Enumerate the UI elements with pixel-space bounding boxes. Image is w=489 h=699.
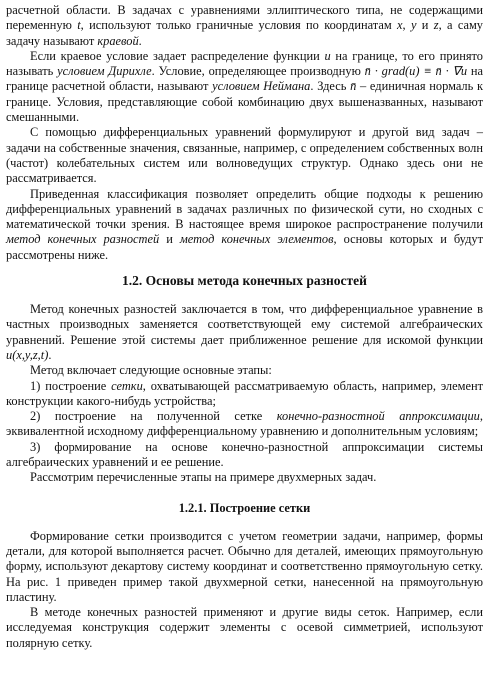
paragraph-intro xyxy=(6,3,483,49)
section-heading-1-2: 1.2. Основы метода конечных разностей xyxy=(122,273,367,289)
spacer xyxy=(6,263,483,272)
list-item-step-3: 3) формирование на основе конечно-разностной аппроксимации системы алгебраических уравнений и ее решение. xyxy=(6,439,483,470)
paragraph-eigenvalue: С помощью дифференциальных уравнений формулируют и другой вид задач – задачи на собственные значения, связанные, например, с определением собственных волн (частот) колебательных систем или волноведущих структур. Однако здесь они не рассматривается. xyxy=(6,125,483,186)
term-boundary-problem: краевой xyxy=(97,33,139,48)
variable-z: z xyxy=(433,18,439,33)
text: на границе расчетной области, называют xyxy=(6,64,483,94)
text: , основы которых и будут рассмотрены ниже. xyxy=(6,232,484,262)
text: и xyxy=(159,232,180,247)
text: расчетной области. В задачах с уравнениями эллиптического типа, не содержащими переменную xyxy=(6,3,483,33)
formula-normal-derivative: n̄ · grad(u) ≡ n̄ · ∇u xyxy=(364,64,468,79)
term-fd-approximation: конечно-разностной аппроксимации xyxy=(276,409,480,424)
variable-t: t xyxy=(77,18,81,33)
text: Приведенная классификация позволяет определить общие подходы к решению дифференциальных уравнений в задачах различных по физической сути, но сходных с математической точки зрения. В настоящее время широкое распространение получили xyxy=(6,186,483,232)
variable-y: y xyxy=(410,18,417,33)
text: . xyxy=(48,347,52,362)
variable-u: u xyxy=(324,48,331,63)
text: 2) построение на полученной сетке xyxy=(30,409,277,424)
paragraph-2d-example: Рассмотрим перечисленные этапы на примере двухмерных задач. xyxy=(30,470,377,485)
spacer xyxy=(6,290,483,302)
paragraph-dirichlet xyxy=(6,49,483,125)
text: . Условие, определяющее производную xyxy=(151,64,365,79)
text: 1) построение xyxy=(30,378,112,393)
paragraph-classification xyxy=(6,187,483,263)
variable-normal: n̄ xyxy=(350,79,357,94)
text: Если краевое условие задает распределение функции xyxy=(30,48,325,63)
spacer xyxy=(6,486,483,500)
term-finite-difference-method: метод конечных разностей xyxy=(6,232,160,247)
text: , охватывающей рассматриваемую область, например, элемент конструкции какого-нибудь устройства; xyxy=(6,378,483,408)
term-mesh: сетки xyxy=(111,378,143,393)
text: Метод конечных разностей заключается в том, что дифференциальное уравнение в частных производных заменяется соответствующей ему системой алгебраических уравнений. Решение этой системы дает приближенное решение для искомой функции xyxy=(6,302,483,347)
term-neumann-condition: условием Неймана xyxy=(212,79,311,94)
text: . xyxy=(138,33,142,48)
variable-x: x xyxy=(397,18,403,33)
section-heading-1-2-1: 1.2.1. Построение сетки xyxy=(178,500,311,515)
list-item-step-1 xyxy=(6,379,483,410)
term-dirichlet-condition: условием Дирихле xyxy=(57,64,152,79)
paragraph-fdm-definition xyxy=(6,302,483,363)
paragraph-stages-intro: Метод включает следующие основные этапы: xyxy=(30,363,272,378)
spacer xyxy=(6,516,483,529)
paragraph-mesh-forming: Формирование сетки производится с учетом геометрии задачи, например, формы детали, для которой выполняется расчет. Обычно для деталей, имеющих прямоугольную форму, используют декартову систему координат и соответственно прямоугольную сетку. На рис. 1 приведен пример такой двухмерной сетки, нанесенной на прямоугольную пластину. xyxy=(6,528,483,604)
text: , эквивалентной исходному дифференциальному уравнению и дополнительным условиям; xyxy=(6,409,483,439)
function-u: u(x,y,z,t) xyxy=(6,347,49,362)
text: , xyxy=(402,18,411,33)
text: на границе, то его принято называть xyxy=(6,48,483,79)
text: . Здесь xyxy=(310,79,351,94)
text: , а саму задачу называют xyxy=(6,18,484,48)
paragraph-other-meshes: В методе конечных разностей применяют и другие виды сеток. Например, если исследуемая конструкция содержит элементы с осевой симметрией, используют полярную сетку. xyxy=(6,605,483,650)
list-item-step-2 xyxy=(6,409,483,440)
text: – единичная нормаль к границе. Условия, представляющие собой комбинацию двух вышеназванных, называют смешанными. xyxy=(6,79,484,125)
term-finite-element-method: метод конечных элементов xyxy=(179,232,334,247)
text: и xyxy=(416,18,434,33)
text: , используют только граничные условия по координатам xyxy=(80,18,397,33)
